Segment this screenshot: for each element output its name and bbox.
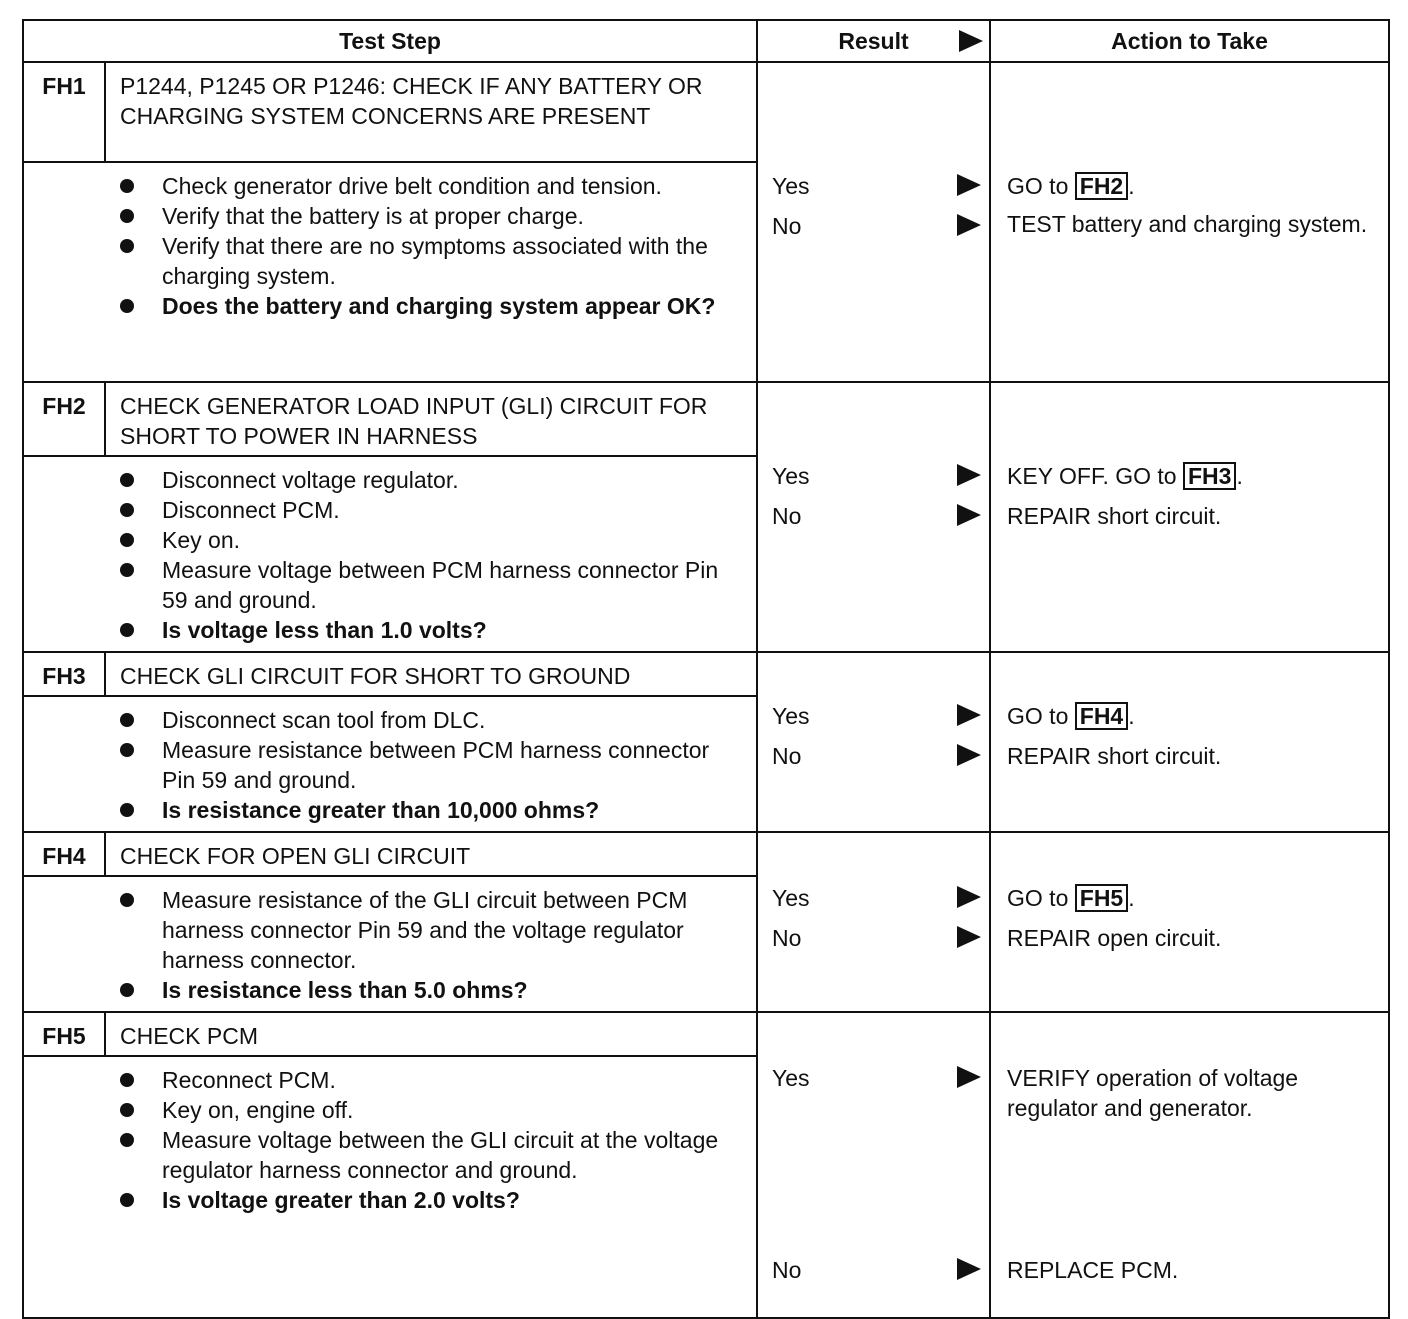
instruction-text: Check generator drive belt condition and tension. xyxy=(162,173,662,199)
result-cell xyxy=(757,382,990,652)
instruction-item xyxy=(24,465,746,495)
result-yes-label: Yes xyxy=(772,703,810,729)
action-text: REPAIR open circuit. xyxy=(1007,925,1222,951)
instruction-item xyxy=(24,171,746,201)
action-yes xyxy=(1007,883,1368,913)
step-title: CHECK FOR OPEN GLI CIRCUIT xyxy=(105,832,757,876)
arrow-right-icon xyxy=(957,744,981,766)
action-yes xyxy=(1007,1063,1368,1123)
bullet-icon xyxy=(120,1193,134,1207)
step-instructions xyxy=(23,1056,757,1318)
instruction-text: Reconnect PCM. xyxy=(162,1067,336,1093)
action-cell xyxy=(990,832,1389,1012)
question-text: Does the battery and charging system appear OK? xyxy=(162,293,716,319)
action-yes xyxy=(1007,461,1368,491)
result-cell xyxy=(757,62,990,382)
result-no-label: No xyxy=(772,213,802,239)
instruction-text: Key on, engine off. xyxy=(162,1097,354,1123)
step-title: P1244, P1245 OR P1246: CHECK IF ANY BATTERY OR CHARGING SYSTEM CONCERNS ARE PRESENT xyxy=(105,62,757,162)
bullet-icon xyxy=(120,623,134,637)
question-text: Is resistance greater than 10,000 ohms? xyxy=(162,797,600,823)
result-no xyxy=(758,923,989,953)
header-result xyxy=(757,20,990,62)
instruction-list xyxy=(24,885,746,1005)
question-text: Is resistance less than 5.0 ohms? xyxy=(162,977,528,1003)
result-no xyxy=(758,1255,989,1285)
result-no xyxy=(758,501,989,531)
action-cell xyxy=(990,62,1389,382)
result-no xyxy=(758,741,989,771)
result-yes-label: Yes xyxy=(772,173,810,199)
instruction-text: Measure resistance of the GLI circuit between PCM harness connector Pin 59 and the voltage regulator harness connector. xyxy=(162,887,688,973)
action-text: REPAIR short circuit. xyxy=(1007,743,1222,769)
instruction-question xyxy=(24,291,746,321)
action-yes xyxy=(1007,171,1368,201)
step-instructions xyxy=(23,162,757,382)
action-text: REPLACE PCM. xyxy=(1007,1257,1179,1283)
bullet-icon xyxy=(120,803,134,817)
result-cell xyxy=(757,832,990,1012)
table-body xyxy=(23,62,1389,1318)
action-punct: . xyxy=(1128,173,1135,199)
instruction-question xyxy=(24,1185,746,1215)
action-cell xyxy=(990,652,1389,832)
result-yes-label: Yes xyxy=(772,1065,810,1091)
instruction-item xyxy=(24,495,746,525)
instruction-text: Disconnect scan tool from DLC. xyxy=(162,707,486,733)
result-no-label: No xyxy=(772,503,802,529)
action-no xyxy=(1007,209,1368,239)
arrow-right-icon xyxy=(957,704,981,726)
action-text: GO to xyxy=(1007,885,1075,911)
question-text: Is voltage greater than 2.0 volts? xyxy=(162,1187,520,1213)
action-no xyxy=(1007,501,1368,531)
instruction-item xyxy=(24,1125,746,1185)
step-title-row xyxy=(23,62,1389,162)
instruction-item xyxy=(24,885,746,975)
action-cell xyxy=(990,382,1389,652)
step-id: FH5 xyxy=(23,1012,105,1056)
step-id: FH3 xyxy=(23,652,105,696)
header-test-step: Test Step xyxy=(23,20,757,62)
instruction-item xyxy=(24,231,746,291)
instruction-item xyxy=(24,735,746,795)
arrow-right-icon xyxy=(957,1258,981,1280)
instruction-item xyxy=(24,1095,746,1125)
step-title-row xyxy=(23,832,1389,876)
action-cell xyxy=(990,1012,1389,1318)
instruction-item xyxy=(24,201,746,231)
result-no-label: No xyxy=(772,743,802,769)
step-id: FH1 xyxy=(23,62,105,162)
step-instructions xyxy=(23,696,757,832)
bullet-icon xyxy=(120,563,134,577)
arrow-right-icon xyxy=(957,886,981,908)
action-punct: . xyxy=(1128,885,1135,911)
result-no-label: No xyxy=(772,925,802,951)
instruction-question xyxy=(24,975,746,1005)
result-cell xyxy=(757,652,990,832)
result-no xyxy=(758,211,989,241)
step-title: CHECK GENERATOR LOAD INPUT (GLI) CIRCUIT FOR SHORT TO POWER IN HARNESS xyxy=(105,382,757,456)
step-title: CHECK GLI CIRCUIT FOR SHORT TO GROUND xyxy=(105,652,757,696)
instruction-item xyxy=(24,555,746,615)
bullet-icon xyxy=(120,503,134,517)
instruction-text: Key on. xyxy=(162,527,240,553)
action-no xyxy=(1007,923,1368,953)
arrow-right-icon xyxy=(957,926,981,948)
instruction-list xyxy=(24,465,746,645)
instruction-item xyxy=(24,525,746,555)
instruction-list xyxy=(24,171,746,321)
action-yes xyxy=(1007,701,1368,731)
result-yes xyxy=(758,1063,989,1093)
step-title: CHECK PCM xyxy=(105,1012,757,1056)
bullet-icon xyxy=(120,299,134,313)
arrow-right-icon xyxy=(957,214,981,236)
bullet-icon xyxy=(120,239,134,253)
bullet-icon xyxy=(120,533,134,547)
instruction-list xyxy=(24,1065,746,1215)
step-title-row xyxy=(23,1012,1389,1056)
action-text: KEY OFF. GO to xyxy=(1007,463,1183,489)
action-text: VERIFY operation of voltage regulator and generator. xyxy=(1007,1065,1299,1121)
bullet-icon xyxy=(120,983,134,997)
step-title-row xyxy=(23,652,1389,696)
instruction-question xyxy=(24,615,746,645)
step-id: FH2 xyxy=(23,382,105,456)
instruction-question xyxy=(24,795,746,825)
arrow-right-icon xyxy=(957,1066,981,1088)
header-row xyxy=(23,20,1389,62)
result-cell xyxy=(757,1012,990,1318)
header-result-label: Result xyxy=(838,28,909,54)
bullet-icon xyxy=(120,179,134,193)
arrow-right-icon xyxy=(957,504,981,526)
bullet-icon xyxy=(120,1103,134,1117)
instruction-text: Measure voltage between the GLI circuit at the voltage regulator harness connector and ground. xyxy=(162,1127,719,1183)
action-text: GO to xyxy=(1007,703,1075,729)
step-title-row xyxy=(23,382,1389,456)
step-instructions xyxy=(23,876,757,1012)
step-reference-link[interactable]: FH4 xyxy=(1075,702,1128,730)
bullet-icon xyxy=(120,209,134,223)
action-text: REPAIR short circuit. xyxy=(1007,503,1222,529)
instruction-text: Verify that there are no symptoms associated with the charging system. xyxy=(162,233,708,289)
instruction-text: Verify that the battery is at proper charge. xyxy=(162,203,584,229)
result-yes-label: Yes xyxy=(772,885,810,911)
bullet-icon xyxy=(120,1073,134,1087)
bullet-icon xyxy=(120,713,134,727)
header-action: Action to Take xyxy=(990,20,1389,62)
action-punct: . xyxy=(1128,703,1135,729)
instruction-text: Disconnect voltage regulator. xyxy=(162,467,459,493)
action-no xyxy=(1007,1255,1368,1285)
action-punct: . xyxy=(1236,463,1243,489)
bullet-icon xyxy=(120,1133,134,1147)
arrow-right-icon xyxy=(957,174,981,196)
instruction-text: Measure resistance between PCM harness connector Pin 59 and ground. xyxy=(162,737,710,793)
step-id: FH4 xyxy=(23,832,105,876)
question-text: Is voltage less than 1.0 volts? xyxy=(162,617,487,643)
result-no-label: No xyxy=(772,1257,802,1283)
diagnostic-test-table xyxy=(22,19,1390,1319)
instruction-item xyxy=(24,1065,746,1095)
result-yes xyxy=(758,701,989,731)
instruction-text: Disconnect PCM. xyxy=(162,497,340,523)
action-no xyxy=(1007,741,1368,771)
result-yes-label: Yes xyxy=(772,463,810,489)
arrow-right-icon xyxy=(959,30,983,52)
result-yes xyxy=(758,883,989,913)
bullet-icon xyxy=(120,893,134,907)
result-yes xyxy=(758,461,989,491)
arrow-right-icon xyxy=(957,464,981,486)
step-reference-link[interactable]: FH3 xyxy=(1183,462,1236,490)
instruction-list xyxy=(24,705,746,825)
instruction-item xyxy=(24,705,746,735)
bullet-icon xyxy=(120,743,134,757)
bullet-icon xyxy=(120,473,134,487)
result-yes xyxy=(758,171,989,201)
instruction-text: Measure voltage between PCM harness connector Pin 59 and ground. xyxy=(162,557,719,613)
step-instructions xyxy=(23,456,757,652)
step-reference-link[interactable]: FH2 xyxy=(1075,172,1128,200)
action-text: GO to xyxy=(1007,173,1075,199)
step-reference-link[interactable]: FH5 xyxy=(1075,884,1128,912)
action-text: TEST battery and charging system. xyxy=(1007,211,1368,237)
